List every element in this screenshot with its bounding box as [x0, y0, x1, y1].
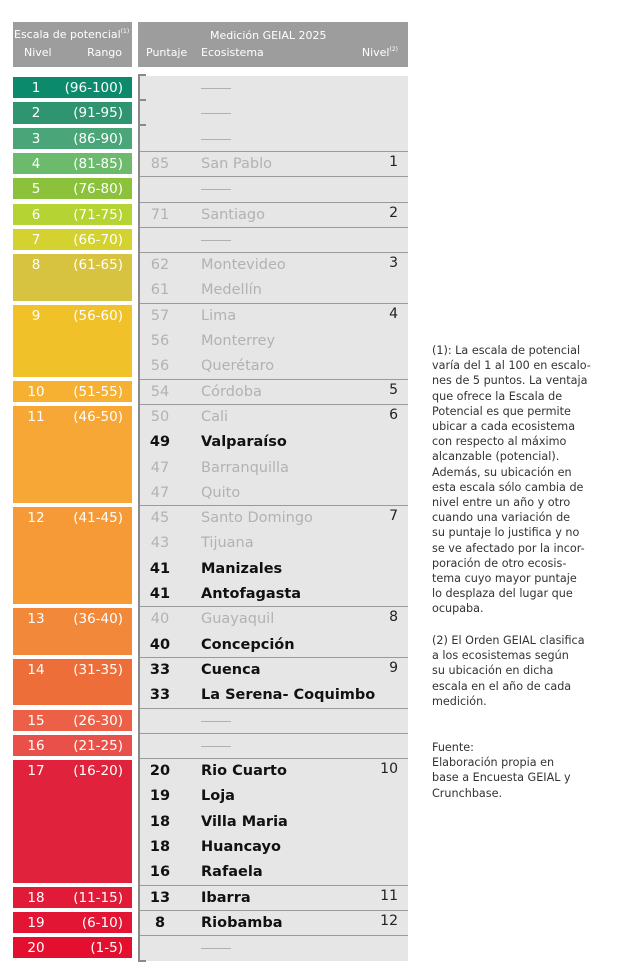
- ecosystem-cell: Riobamba: [201, 914, 283, 931]
- empty-dash: [201, 721, 231, 722]
- nivel-cell: 11: [380, 887, 398, 904]
- ecosystem-cell: Santo Domingo: [201, 510, 313, 527]
- table-row: [138, 380, 408, 405]
- puntaje-column-header: Puntaje: [146, 46, 188, 59]
- table-row: [138, 278, 408, 303]
- scale-level-range: (81-85): [73, 155, 123, 172]
- scale-level-number: 10: [27, 383, 45, 400]
- table-row: [138, 127, 408, 152]
- scale-level-number: 3: [31, 130, 41, 147]
- ecosystem-cell: Guayaquil: [201, 611, 275, 628]
- table-row: [138, 582, 408, 607]
- score-cell: 85: [150, 155, 170, 172]
- table-row: [138, 860, 408, 885]
- scale-level-bar: [13, 381, 132, 402]
- scale-level-range: (11-15): [73, 889, 123, 906]
- ecosystem-cell: Huancayo: [201, 839, 281, 855]
- table-row: [138, 152, 408, 177]
- bracket-left-line: [138, 149, 140, 962]
- empty-dash: [201, 948, 231, 949]
- note1-line: alcanzable (potencial).: [432, 450, 560, 464]
- nivel2-note-marker: (2): [389, 46, 398, 53]
- note2-line: a los ecosistemas según: [432, 649, 569, 663]
- ecosystem-cell: Barranquilla: [201, 459, 289, 476]
- nivel-cell: 8: [389, 609, 398, 626]
- note1-line: nes de 5 puntos. La ventaja: [432, 374, 588, 388]
- score-cell: 40: [150, 611, 170, 628]
- source-note: [432, 740, 612, 801]
- bracket-top-vertical: [138, 74, 140, 149]
- score-cell: 18: [149, 813, 171, 830]
- table-row: [138, 228, 408, 253]
- nivel-cell: 4: [389, 305, 398, 322]
- empty-dash: [201, 746, 231, 747]
- scale-level-range: (26-30): [73, 712, 123, 729]
- source-line: Elaboración propia en: [432, 756, 555, 770]
- nivel2-column-header: [362, 46, 398, 59]
- table-row: [138, 430, 408, 455]
- source-line: Fuente:: [432, 741, 474, 754]
- score-cell: 54: [150, 383, 170, 400]
- table-row: [138, 531, 408, 556]
- score-cell: 49: [149, 434, 171, 451]
- scale-level-range: (36-40): [73, 611, 123, 628]
- nivel-cell: 3: [389, 255, 398, 272]
- table-row: [138, 76, 408, 101]
- table-row: [138, 304, 408, 329]
- score-cell: 45: [150, 510, 170, 527]
- ecosystem-cell: Cali: [201, 408, 229, 425]
- table-row: [138, 734, 408, 759]
- scale-level-range: (76-80): [73, 181, 123, 198]
- bracket-bottom-tick: [138, 960, 146, 962]
- score-cell: 57: [150, 307, 170, 324]
- scale-level-number: 16: [27, 737, 45, 754]
- scale-level-range: (6-10): [81, 914, 123, 931]
- ecosystem-cell: Antofagasta: [201, 586, 302, 602]
- rango-column-header: Rango: [87, 46, 122, 59]
- ecosystem-cell: Tijuana: [201, 535, 254, 552]
- empty-dash: [201, 88, 231, 89]
- ecosystem-cell: Córdoba: [201, 383, 262, 400]
- scale-level-bar: [13, 153, 132, 174]
- note1-line: Además, su ubicación en: [432, 465, 572, 479]
- note1-line: lo desplaza del lugar que: [432, 587, 573, 601]
- table-row: [138, 633, 408, 658]
- score-cell: 50: [150, 408, 170, 425]
- scale-level-number: 4: [31, 155, 41, 172]
- table-row: [138, 101, 408, 126]
- scale-level-bar: [13, 760, 132, 883]
- scale-note-marker: (1): [120, 28, 130, 35]
- score-cell: 56: [150, 358, 170, 375]
- scale-level-number: 2: [31, 105, 41, 122]
- table-row: [138, 607, 408, 632]
- scale-level-bar: [13, 659, 132, 706]
- table-row: [138, 506, 408, 531]
- scale-level-number: 9: [31, 307, 41, 324]
- note1-line: que ofrece la Escala de: [432, 389, 563, 403]
- table-row: [138, 405, 408, 430]
- scale-level-bar: [13, 102, 132, 123]
- scale-level-range: (66-70): [73, 231, 123, 248]
- note1-line: Potencial es que permite: [432, 404, 571, 418]
- bracket-top-tick-3: [138, 124, 146, 126]
- note2-line: escala en el año de cada: [432, 679, 572, 693]
- scale-level-number: 17: [27, 763, 45, 780]
- note2-line: su ubicación en dicha: [432, 664, 554, 678]
- score-cell: 41: [149, 586, 171, 602]
- score-cell: 56: [150, 333, 170, 349]
- nivel-cell: 12: [380, 912, 398, 929]
- scale-level-number: 6: [31, 206, 41, 223]
- measure-header: [138, 22, 408, 67]
- score-cell: 61: [150, 282, 170, 299]
- scale-level-range: (91-95): [73, 105, 123, 122]
- scale-level-bar: [13, 128, 132, 149]
- ecosystem-cell: Querétaro: [201, 358, 275, 375]
- ecosistema-column-header: Ecosistema: [201, 46, 264, 59]
- table-row: [138, 886, 408, 911]
- score-cell: 33: [149, 687, 171, 704]
- table-row: [138, 911, 408, 936]
- nivel2-text: Nivel: [361, 46, 390, 59]
- score-cell: 20: [149, 763, 171, 780]
- nivel-column-header: Nivel: [24, 46, 52, 59]
- scale-level-bar: [13, 912, 132, 933]
- note-1: [432, 343, 612, 617]
- scale-level-number: 20: [27, 940, 45, 957]
- score-cell: 41: [149, 560, 171, 577]
- note1-line: poración de otro ecosis-: [432, 556, 567, 570]
- scale-level-number: 7: [31, 231, 41, 248]
- scale-level-bar: [13, 406, 132, 503]
- ecosystem-cell: La Serena- Coquimbo: [201, 687, 376, 704]
- ecosystem-cell: Medellín: [201, 282, 262, 299]
- score-cell: 71: [150, 206, 170, 223]
- nivel-cell: 2: [389, 204, 398, 221]
- scale-level-range: (61-65): [73, 257, 123, 274]
- ecosystem-cell: Santiago: [201, 206, 265, 223]
- ecosystem-cell: Montevideo: [201, 257, 286, 274]
- empty-dash: [201, 113, 231, 114]
- ecosystem-cell: Monterrey: [201, 333, 276, 349]
- table-row: [138, 329, 408, 354]
- scale-level-bar: [13, 735, 132, 756]
- table-row: [138, 253, 408, 278]
- scale-level-range: (86-90): [73, 130, 123, 147]
- scale-level-range: (31-35): [73, 661, 123, 678]
- nivel-cell: 1: [389, 153, 398, 170]
- empty-dash: [201, 240, 231, 241]
- note-2: [432, 633, 612, 709]
- bracket-top-tick-1: [138, 74, 146, 76]
- scale-level-number: 11: [27, 408, 45, 425]
- score-cell: 18: [149, 839, 171, 855]
- score-cell: 16: [149, 864, 171, 881]
- score-cell: 47: [150, 484, 170, 501]
- table-row: [138, 354, 408, 379]
- scale-title-text: Escala de potencial: [14, 28, 121, 41]
- scale-level-bar: [13, 204, 132, 225]
- table-row: [138, 835, 408, 860]
- empty-dash: [201, 139, 231, 140]
- table-row: [138, 456, 408, 481]
- ecosystem-cell: Valparaíso: [201, 434, 287, 451]
- ecosystem-cell: Rafaela: [201, 864, 263, 881]
- empty-dash: [201, 189, 231, 190]
- scale-level-bar: [13, 178, 132, 199]
- scale-level-number: 19: [27, 914, 45, 931]
- nivel-cell: 9: [389, 659, 398, 676]
- nivel-cell: 10: [380, 761, 398, 778]
- ecosystem-cell: Manizales: [201, 560, 283, 577]
- scale-level-range: (56-60): [73, 307, 123, 324]
- table-row: [138, 683, 408, 708]
- scale-level-range: (96-100): [64, 80, 123, 96]
- ecosystem-cell: Ibarra: [201, 889, 251, 906]
- note2-line: medición.: [432, 694, 487, 708]
- scale-level-number: 1: [31, 80, 41, 96]
- ecosystem-cell: Lima: [201, 307, 237, 324]
- source-line: base a Encuesta GEIAL y: [432, 771, 571, 785]
- score-cell: 62: [150, 257, 170, 274]
- ecosystem-cell: Rio Cuarto: [201, 763, 287, 780]
- ecosystem-cell: Quito: [201, 484, 241, 501]
- scale-level-bar: [13, 937, 132, 958]
- table-row: [138, 481, 408, 506]
- ecosystem-cell: Villa Maria: [201, 813, 288, 830]
- note1-line: ocupaba.: [432, 602, 484, 616]
- scale-level-bar: [13, 254, 132, 301]
- ecosystem-cell: Concepción: [201, 636, 295, 653]
- note1-line: cuando una variación de: [432, 511, 571, 525]
- scale-level-number: 5: [31, 181, 41, 198]
- scale-level-number: 13: [27, 611, 45, 628]
- scale-level-range: (1-5): [90, 940, 123, 957]
- scale-level-bar: [13, 710, 132, 731]
- scale-level-range: (41-45): [73, 510, 123, 527]
- score-cell: 40: [149, 636, 171, 653]
- score-cell: 47: [150, 459, 170, 476]
- ecosystem-cell: Cuenca: [201, 661, 261, 678]
- scale-level-bar: [13, 507, 132, 604]
- scale-level-bar: [13, 229, 132, 250]
- table-row: [138, 936, 408, 961]
- table-row: [138, 658, 408, 683]
- note1-line: esta escala sólo cambia de: [432, 480, 584, 494]
- score-cell: 8: [154, 914, 166, 931]
- table-row: [138, 759, 408, 784]
- nivel-cell: 6: [389, 406, 398, 423]
- note2-line: (2) El Orden GEIAL clasifica: [432, 634, 585, 647]
- scale-level-number: 14: [27, 661, 45, 678]
- scale-level-bar: [13, 77, 132, 98]
- table-row: [138, 810, 408, 835]
- scale-level-bar: [13, 887, 132, 908]
- note1-line: se ve afectado por la incor-: [432, 541, 585, 555]
- note1-line: su puntaje lo justifica y no: [432, 526, 580, 540]
- scale-header: [13, 22, 132, 67]
- nivel-cell: 7: [389, 508, 398, 525]
- table-row: [138, 784, 408, 809]
- scale-level-range: (46-50): [73, 408, 123, 425]
- scale-level-number: 18: [27, 889, 45, 906]
- note1-line: varía del 1 al 100 en escalo-: [432, 359, 591, 373]
- nivel-cell: 5: [389, 381, 398, 398]
- scale-level-number: 12: [27, 510, 45, 527]
- note1-line: nivel entre un año y otro: [432, 496, 571, 510]
- scale-level-number: 8: [31, 257, 41, 274]
- note1-line: con respecto al máximo: [432, 435, 567, 449]
- scale-level-number: 15: [27, 712, 45, 729]
- scale-level-bar: [13, 608, 132, 655]
- bracket-top-tick-2: [138, 99, 146, 101]
- table-row: [138, 709, 408, 734]
- score-cell: 13: [149, 889, 171, 906]
- scale-level-bar: [13, 305, 132, 377]
- measure-title: Medición GEIAL 2025: [210, 29, 327, 42]
- note1-line: ubicar a cada ecosistema: [432, 420, 576, 434]
- table-row: [138, 177, 408, 202]
- ecosystem-cell: Loja: [201, 788, 235, 805]
- ecosystem-cell: San Pablo: [201, 155, 272, 172]
- scale-level-range: (71-75): [73, 206, 123, 223]
- score-cell: 19: [149, 788, 171, 805]
- note1-line: (1): La escala de potencial: [432, 344, 581, 357]
- table-row: [138, 557, 408, 582]
- note1-line: tema cuyo mayor puntaje: [432, 572, 577, 586]
- score-cell: 33: [149, 661, 171, 678]
- scale-level-range: (21-25): [73, 737, 123, 754]
- score-cell: 43: [150, 535, 170, 552]
- scale-level-range: (16-20): [73, 763, 123, 780]
- source-line: Crunchbase.: [432, 786, 503, 800]
- scale-level-range: (51-55): [73, 383, 123, 400]
- table-row: [138, 203, 408, 228]
- scale-title: [14, 28, 129, 41]
